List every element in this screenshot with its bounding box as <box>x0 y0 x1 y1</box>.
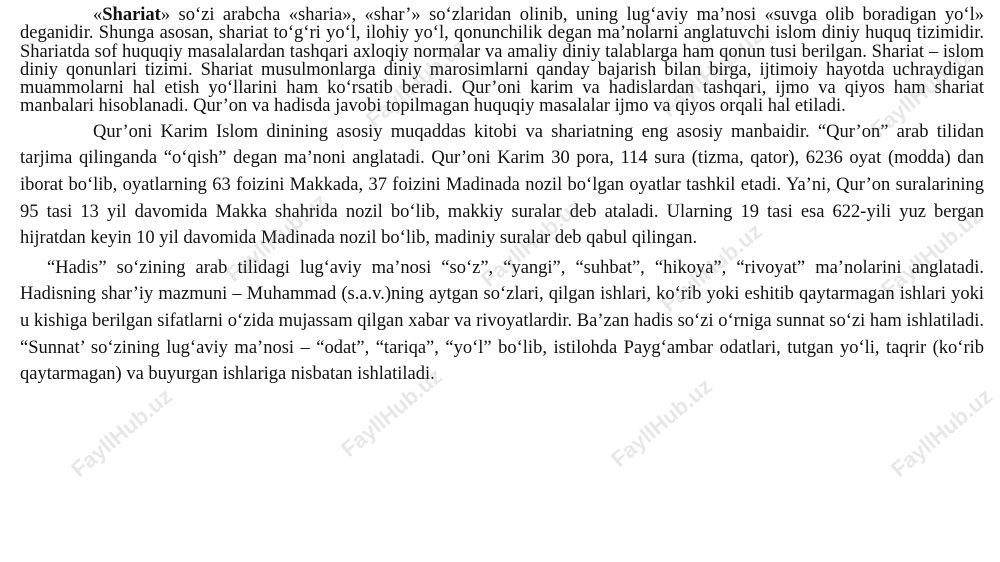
watermark: FayllHub.uz <box>336 363 447 462</box>
watermark: FayllHub.uz <box>656 23 767 122</box>
watermark: FayllHub.uz <box>606 373 717 472</box>
watermark: FayllHub.uz <box>221 188 332 287</box>
watermark: FayllHub.uz <box>656 218 767 317</box>
paragraph-quran: Qur’oni Karim Islom dinining asosiy muqaddas kitobi va shariatning eng asosiy manbaidir. “Qur’on” arab tilidan tarjima qilinganda “o‘qish” degan ma’noni anglatadi. Qur’oni Karim 30 pora, 114 sura (tizma, qator), 6236 oyat (modda) dan iborat bo‘lib, oyatlarning 63 foizini Makkada, 37 foizini Madinada nozil bo‘lgan oyatlar tashkil etadi. Ya’ni, Qur’on suralarining 95 tasi 13 yil davomida Makka shahrida nozil bo‘lib, makkiy suralar deb ataladi. Ularning 19 tasi esa 622-yili yuz bergan hijratdan keyin 10 yil davomida Madinada nozil bo‘lib, madiniy suralar deb qabul qilingan. <box>20 121 984 249</box>
document-page <box>20 6 984 388</box>
watermark: FayllHub.uz <box>66 383 177 482</box>
term-open-quote: « <box>93 5 103 25</box>
term-shariat: Shariat <box>102 5 161 25</box>
watermark: FayllHub.uz <box>866 43 977 142</box>
watermark: FayllHub.uz <box>886 383 997 482</box>
watermark: FayllHub.uz <box>361 33 472 132</box>
watermark: FayllHub.uz <box>476 193 587 292</box>
paragraph-hadis: “Hadis” so‘zining arab tilidagi lug‘aviy ma’nosi “so‘z”, “yangi”, “suhbat”, “hikoya”, “rivoyat” ma’nolarini anglatadi. Hadisning shar’iy mazmuni – Muhammad (s.a.v.)ning aytgan so‘zlari, qilgan ishlari, ko‘rib yoki eshitib qaytarmagan ishlari yoki u kishiga berilgan sifatlarni o‘zida mujassam qilgan xabar va rivoyatlardir. Ba’zan hadis so‘zi o‘rniga sunnat so‘zi ham ishlatiladi. “Sunnat’ so‘zining lug‘aviy ma’nosi – “odat”, “tariqa”, “yo‘l” bo‘lib, istilohda Payg‘ambar odatlari, tutgan yo‘li, taqrir (ko‘rib qaytarmagan) va buyurgan ishlariga nisbatan ishlatiladi. <box>20 257 984 385</box>
term-close-quote: » <box>160 5 171 25</box>
paragraph-shariat-text: so‘zi arabcha «sharia», «shar’» so‘zlaridan olinib, uning lug‘aviy ma’nosi «suvga olib boradigan yo‘l» deganidir. Shunga asosan, shariat to‘g‘ri yo‘l, ilohiy yo‘l, qonunchilik degan ma’nolarni anglatuvchi islom diniy huquq tizimidir. Shariatda sof huquqiy masalalardan tashqari axloqiy normalar va amaliy diniy talablarga ham qonun tusi berilgan. Shariat – islom diniy qonunlari tizimi. Shariat musulmonlarga diniy marosimlarni qanday bajarish bilan birga, ijtimoiy hayotda uchraydigan muammolarni hal etish yo‘llarini ham ko‘rsatib beradi. Qur’oni karim va hadislardan tashqari, ijmo va qiyos ham shariat manbalari hisoblanadi. Qur’on va hadisda javobi topilmagan huquqiy masalalar ijmo va qiyos orqali hal etiladi. <box>20 5 984 117</box>
paragraph-shariat <box>20 6 984 116</box>
watermark: FayllHub.uz <box>876 203 987 302</box>
